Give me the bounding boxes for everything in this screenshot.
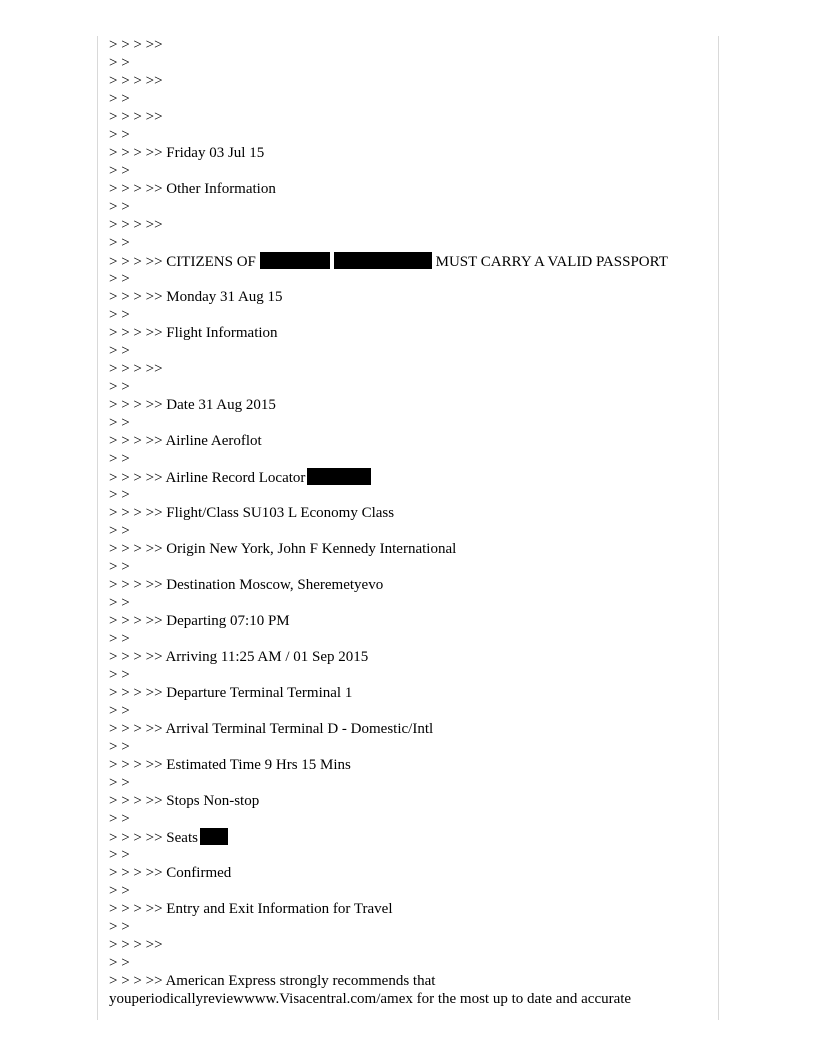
text-line: > > bbox=[109, 919, 130, 935]
text-line: > > bbox=[109, 703, 130, 719]
passport-notice-line bbox=[109, 252, 717, 270]
redaction-box bbox=[260, 252, 330, 269]
text-line: > > bbox=[109, 379, 130, 395]
text-line: > > bbox=[109, 559, 130, 575]
text-line: > > bbox=[109, 667, 130, 683]
destination-line: > > > >> Destination Moscow, Sheremetyevo bbox=[109, 577, 384, 593]
airline-line: > > > >> Airline Aeroflot bbox=[109, 433, 262, 449]
text-line: > > > >> bbox=[109, 109, 163, 125]
estimated-time-line: > > > >> Estimated Time 9 Hrs 15 Mins bbox=[109, 757, 351, 773]
text-line: > > bbox=[109, 775, 130, 791]
text-line: > > bbox=[109, 595, 130, 611]
record-locator-line bbox=[109, 468, 717, 486]
text-line: > > bbox=[109, 739, 130, 755]
section-heading-entry-exit: > > > >> Entry and Exit Information for Travel bbox=[109, 901, 393, 917]
text-line: > > bbox=[109, 847, 130, 863]
text-line: > > bbox=[109, 523, 130, 539]
departure-terminal-line: > > > >> Departure Terminal Terminal 1 bbox=[109, 685, 353, 701]
date-line-friday: > > > >> Friday 03 Jul 15 bbox=[109, 145, 265, 161]
text-line: > > bbox=[109, 235, 130, 251]
flight-class-line: > > > >> Flight/Class SU103 L Economy Class bbox=[109, 505, 395, 521]
document-page bbox=[97, 36, 719, 1020]
email-body bbox=[109, 36, 717, 1008]
amex-recommendation-line: > > > >> American Express strongly recommends that bbox=[109, 973, 436, 989]
date-line-monday: > > > >> Monday 31 Aug 15 bbox=[109, 289, 283, 305]
text-line: > > > >> bbox=[109, 937, 163, 953]
passport-notice-suffix: MUST CARRY A VALID PASSPORT bbox=[435, 254, 668, 270]
stops-line: > > > >> Stops Non-stop bbox=[109, 793, 260, 809]
text-line: > > bbox=[109, 127, 130, 143]
arriving-line: > > > >> Arriving 11:25 AM / 01 Sep 2015 bbox=[109, 649, 369, 665]
redaction-box bbox=[307, 468, 371, 485]
flight-date-line: > > > >> Date 31 Aug 2015 bbox=[109, 397, 276, 413]
text-line: > > bbox=[109, 955, 130, 971]
text-line: > > > >> bbox=[109, 217, 163, 233]
section-heading-other-information: > > > >> Other Information bbox=[109, 181, 276, 197]
departing-line: > > > >> Departing 07:10 PM bbox=[109, 613, 290, 629]
text-line: > > bbox=[109, 415, 130, 431]
text-line: > > > >> bbox=[109, 361, 163, 377]
text-line: > > bbox=[109, 487, 130, 503]
amex-recommendation-continued: youperiodicallyreviewwww.Visacentral.com/amex for the most up to date and accurate bbox=[109, 991, 632, 1007]
record-locator-label: > > > >> Airline Record Locator bbox=[109, 470, 306, 486]
redaction-box bbox=[334, 252, 432, 269]
text-line: > > bbox=[109, 199, 130, 215]
text-line: > > bbox=[109, 91, 130, 107]
redaction-box bbox=[200, 828, 228, 845]
text-line: > > bbox=[109, 163, 130, 179]
arrival-terminal-line: > > > >> Arrival Terminal Terminal D - Domestic/Intl bbox=[109, 721, 434, 737]
confirmed-line: > > > >> Confirmed bbox=[109, 865, 232, 881]
text-line: > > bbox=[109, 343, 130, 359]
text-line: > > bbox=[109, 451, 130, 467]
origin-line: > > > >> Origin New York, John F Kennedy International bbox=[109, 541, 457, 557]
text-line: > > bbox=[109, 883, 130, 899]
section-heading-flight-information: > > > >> Flight Information bbox=[109, 325, 278, 341]
seats-line bbox=[109, 828, 717, 846]
text-line: > > bbox=[109, 811, 130, 827]
text-line: > > bbox=[109, 271, 130, 287]
seats-label: > > > >> Seats bbox=[109, 830, 198, 846]
passport-notice-prefix: > > > >> CITIZENS OF bbox=[109, 254, 256, 270]
text-line: > > > >> bbox=[109, 73, 163, 89]
text-line: > > bbox=[109, 55, 130, 71]
text-line: > > bbox=[109, 307, 130, 323]
text-line: > > > >> bbox=[109, 37, 163, 53]
text-line: > > bbox=[109, 631, 130, 647]
